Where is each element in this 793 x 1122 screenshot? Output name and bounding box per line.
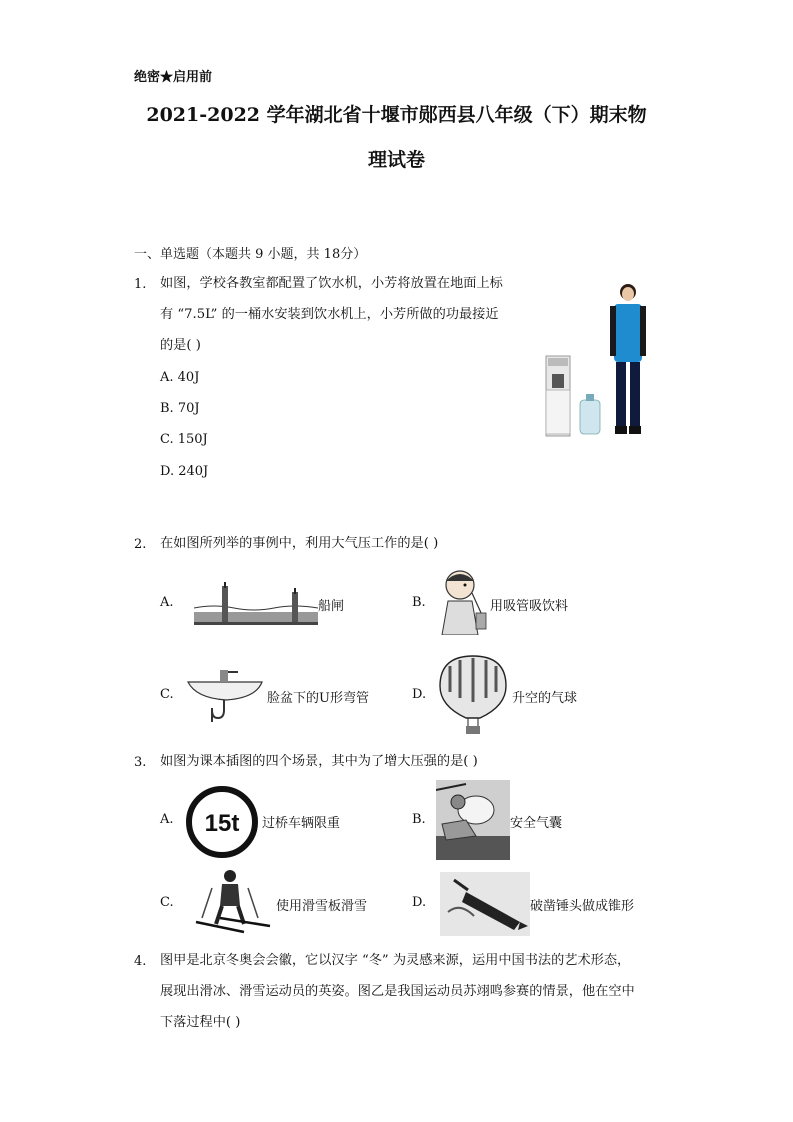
pick-hammer-icon	[440, 872, 530, 936]
q2-option-b-letter: B.	[412, 595, 426, 610]
q1-number: 1.	[134, 277, 147, 292]
q1-option-d: D. 240J	[160, 464, 209, 479]
q3-option-b-letter: B.	[412, 812, 426, 827]
ship-lock-icon	[194, 582, 318, 625]
water-bottle-icon	[580, 394, 600, 434]
q2-option-a-label: 船闸	[318, 599, 345, 614]
q3-option-a-label: 过桥车辆限重	[262, 816, 341, 831]
q3-text: 如图为课本插图的四个场景，其中为了增大压强的是( )	[160, 754, 478, 769]
weight-limit-sign-figure	[186, 786, 258, 858]
q1-option-a: A. 40J	[160, 370, 200, 385]
straw-drink-figure	[432, 565, 488, 635]
exam-title-line2: 理试卷	[367, 149, 425, 171]
q3-option-c-label: 使用滑雪板滑雪	[276, 899, 368, 914]
q2-option-a-letter: A.	[160, 595, 174, 610]
ski-figure	[192, 866, 272, 936]
q1-option-b: B. 70J	[160, 401, 200, 416]
q2-number: 2.	[134, 537, 147, 552]
q1-line1: 如图，学校各教室都配置了饮水机，小芳将放置在地面上标	[160, 276, 503, 291]
skier-icon	[196, 870, 270, 932]
q2-text: 在如图所列举的事例中，利用大气压工作的是( )	[160, 536, 439, 551]
q2-option-d-letter: D.	[412, 687, 427, 702]
q2-option-c-letter: C.	[160, 687, 174, 702]
airbag-icon	[436, 780, 510, 860]
q3-number: 3.	[134, 755, 147, 770]
q2-option-d-label: 升空的气球	[512, 691, 578, 706]
q3-option-d-label: 破凿锤头做成锥形	[530, 899, 635, 914]
ship-lock-figure	[194, 578, 318, 628]
airbag-figure	[436, 780, 510, 860]
sign-text: 15t	[204, 810, 240, 837]
balloon-figure	[436, 652, 510, 738]
hot-air-balloon-icon	[440, 656, 506, 734]
secret-mark: 绝密★启用前	[134, 70, 213, 85]
q1-line2: 有 “7.5L” 的一桶水安装到饮水机上，小芳所做的功最接近	[160, 307, 499, 322]
section-heading: 一、单选题（本题共 9 小题，共 18分）	[134, 247, 367, 262]
student-figure-icon	[610, 284, 646, 434]
q4-number: 4.	[134, 954, 147, 969]
exam-title-line1: 2021-2022 学年湖北省十堰市郧西县八年级（下）期末物	[146, 104, 647, 126]
basin-figure	[184, 662, 266, 726]
q1-figure	[540, 278, 660, 440]
q2-option-c-label: 脸盆下的U形弯管	[267, 691, 369, 706]
q4-line2: 展现出滑冰、滑雪运动员的英姿。图乙是我国运动员苏翊鸣参赛的情景，他在空中	[160, 984, 635, 999]
q2-option-b-label: 用吸管吸饮料	[490, 599, 569, 614]
q1-option-c: C. 150J	[160, 432, 208, 447]
q4-line1: 图甲是北京冬奥会会徽，它以汉字 “冬” 为灵感来源，运用中国书法的艺术形态，	[160, 953, 631, 968]
q3-option-d-letter: D.	[412, 895, 427, 910]
q3-option-a-letter: A.	[160, 812, 174, 827]
hammer-figure	[440, 872, 530, 936]
q1-line3: 的是( )	[160, 338, 201, 353]
q4-line3: 下落过程中( )	[160, 1015, 241, 1030]
weight-limit-sign-icon	[189, 789, 255, 855]
water-dispenser-icon	[546, 356, 570, 436]
q3-option-c-letter: C.	[160, 895, 174, 910]
q3-option-b-label: 安全气囊	[510, 816, 563, 831]
wash-basin-icon	[188, 670, 262, 722]
boy-straw-icon	[442, 571, 486, 635]
